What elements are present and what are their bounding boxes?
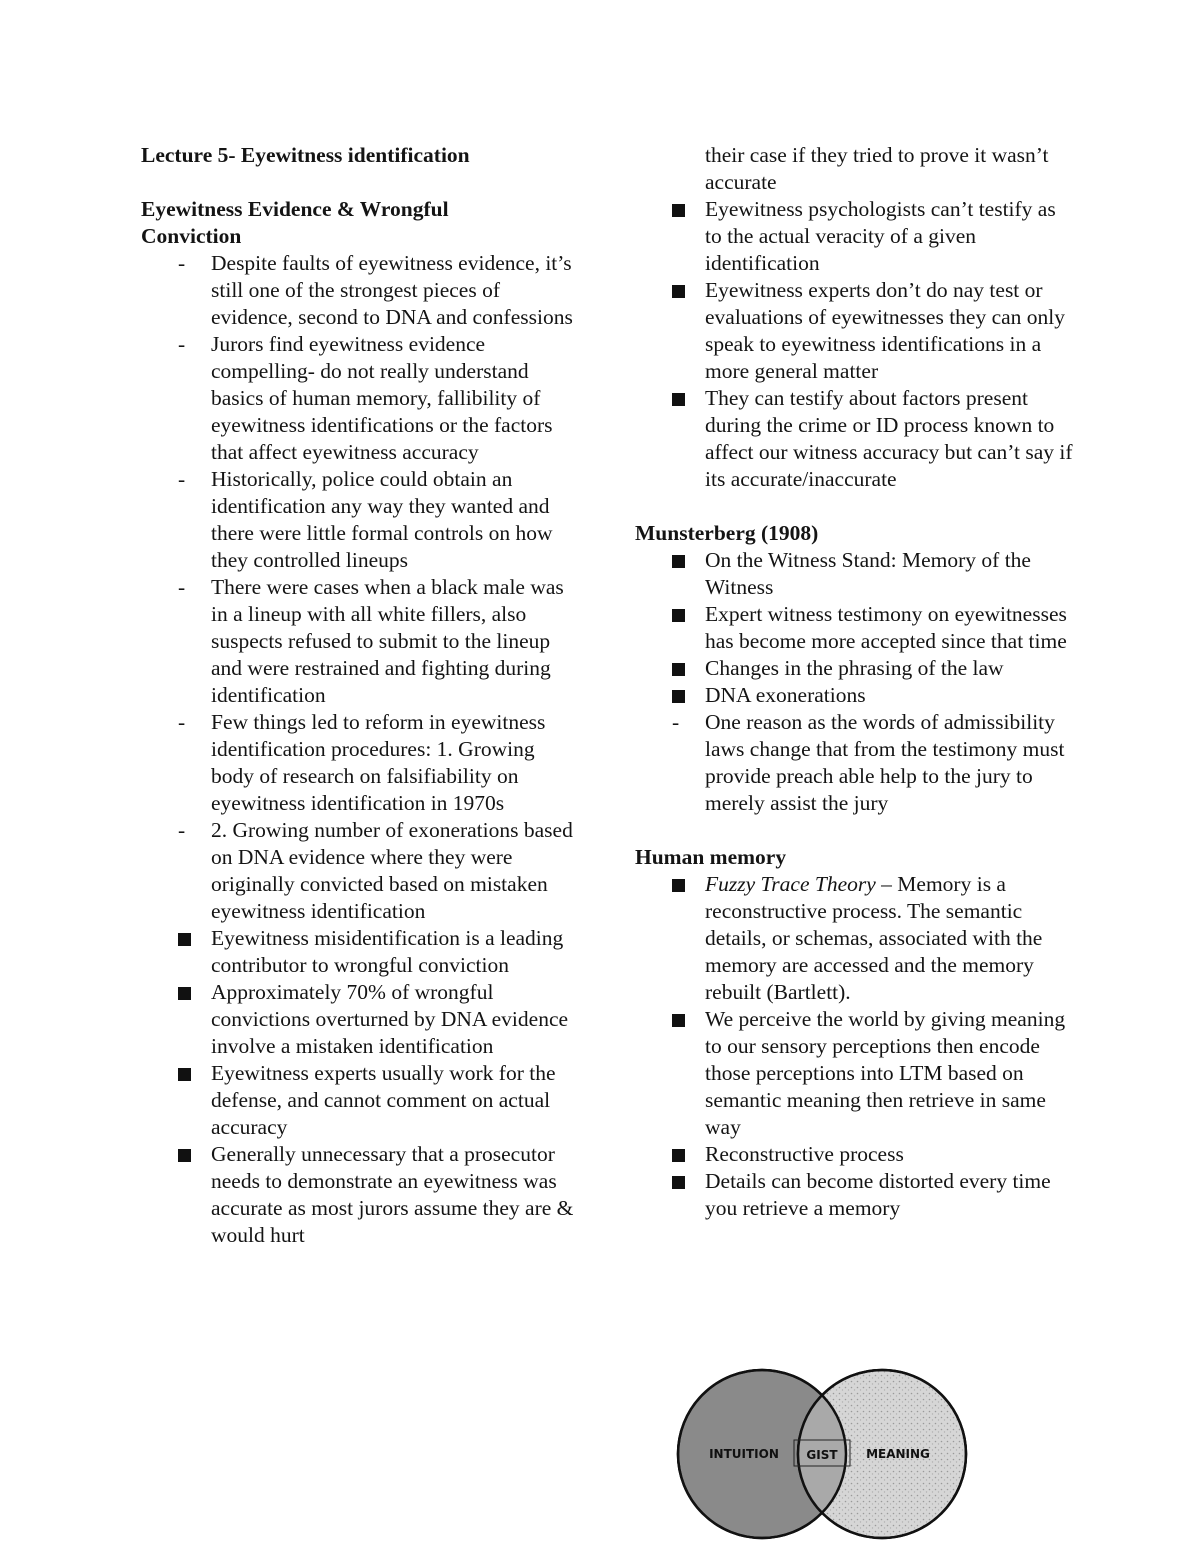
left-column bbox=[141, 142, 581, 1249]
list-item: Eyewitness experts don’t do nay test or evaluations of eyewitnesses they can only speak to eyewitness identifications in a more general matter bbox=[635, 277, 1075, 385]
munsterberg-list bbox=[635, 547, 1075, 817]
list-item: Reconstructive process bbox=[635, 1141, 1075, 1168]
fuzzy-trace-term: Fuzzy Trace Theory bbox=[705, 872, 876, 896]
list-item: - Historically, police could obtain an identification any way they wanted and there were little formal controls on how they controlled lineups bbox=[141, 466, 581, 574]
gist-label: GIST bbox=[806, 1448, 838, 1462]
munsterberg-heading: Munsterberg (1908) bbox=[635, 521, 819, 545]
list-item: Details can become distorted every time you retrieve a memory bbox=[635, 1168, 1075, 1222]
intuition-label: INTUITION bbox=[709, 1447, 779, 1461]
list-item: - Few things led to reform in eyewitness identification procedures: 1. Growing body of research on falsifiability on eyewitness identification in 1970s bbox=[141, 709, 581, 817]
list-item: DNA exonerations bbox=[635, 682, 1075, 709]
section-heading-line1: Eyewitness Evidence & Wrongful bbox=[141, 197, 449, 221]
list-item: Eyewitness experts usually work for the defense, and cannot comment on actual accuracy bbox=[141, 1060, 581, 1141]
list-item bbox=[635, 871, 1075, 1006]
list-item: - 2. Growing number of exonerations based on DNA evidence where they were originally convicted based on mistaken eyewitness identification bbox=[141, 817, 581, 925]
list-item: They can testify about factors present during the crime or ID process known to affect our witness accuracy but can’t say if its accurate/inaccurate bbox=[635, 385, 1075, 493]
memory-list bbox=[635, 871, 1075, 1222]
list-item: Generally unnecessary that a prosecutor needs to demonstrate an eyewitness was accurate as most jurors assume they are & would hurt bbox=[141, 1141, 581, 1249]
list-item: Approximately 70% of wrongful convictions overturned by DNA evidence involve a mistaken identification bbox=[141, 979, 581, 1060]
evidence-list bbox=[141, 250, 581, 1249]
list-item: Eyewitness misidentification is a leading contributor to wrongful conviction bbox=[141, 925, 581, 979]
list-item: We perceive the world by giving meaning to our sensory perceptions then encode those perceptions into LTM based on semantic meaning then retrieve in same way bbox=[635, 1006, 1075, 1141]
list-item: - Despite faults of eyewitness evidence, it’s still one of the strongest pieces of evidence, second to DNA and confessions bbox=[141, 250, 581, 331]
expert-list bbox=[635, 196, 1075, 493]
list-item: On the Witness Stand: Memory of the Witness bbox=[635, 547, 1075, 601]
fuzzy-trace-definition: – Memory is a reconstructive process. The semantic details, or schemas, associated with the memory are accessed and the memory rebuilt (Bartlett). bbox=[705, 872, 1043, 1004]
fuzzy-trace-venn-diagram bbox=[676, 1368, 968, 1540]
list-item: Eyewitness psychologists can’t testify as to the actual veracity of a given identification bbox=[635, 196, 1075, 277]
list-item: Expert witness testimony on eyewitnesses has become more accepted since that time bbox=[635, 601, 1075, 655]
list-item: Changes in the phrasing of the law bbox=[635, 655, 1075, 682]
right-column bbox=[635, 142, 1075, 1222]
section-heading-line2: Conviction bbox=[141, 224, 242, 248]
list-item: - Jurors find eyewitness evidence compelling- do not really understand basics of human memory, fallibility of eyewitness identifications or the factors that affect eyewitness accuracy bbox=[141, 331, 581, 466]
continued-text: their case if they tried to prove it wasn’t accurate bbox=[705, 143, 1049, 194]
list-item: - There were cases when a black male was in a lineup with all white fillers, also suspects refused to submit to the lineup and were restrained and fighting during identification bbox=[141, 574, 581, 709]
meaning-label: MEANING bbox=[866, 1447, 930, 1461]
lecture-title: Lecture 5- Eyewitness identification bbox=[141, 143, 470, 167]
list-item: - One reason as the words of admissibility laws change that from the testimony must provide preach able help to the jury to merely assist the jury bbox=[635, 709, 1075, 817]
memory-heading: Human memory bbox=[635, 845, 787, 869]
